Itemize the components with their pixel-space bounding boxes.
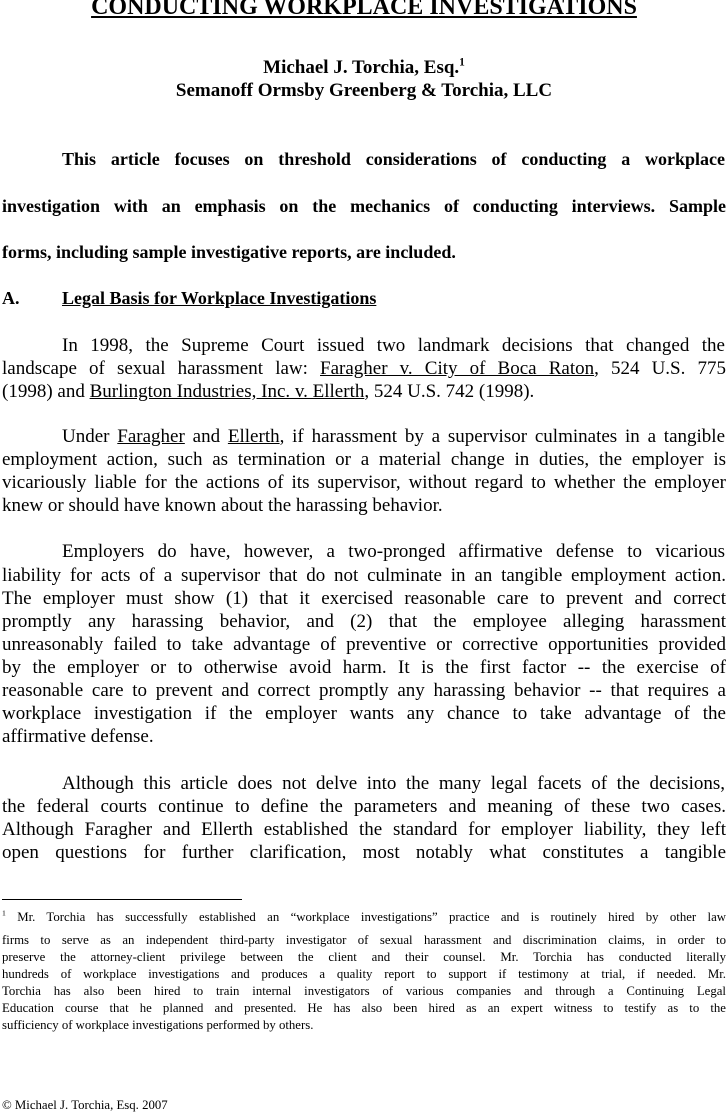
footnote-line: hundreds of workplace investigations and produces a quality report to support if testimony at trial, if needed. Mr.: [2, 967, 726, 981]
paragraph-line: [62, 426, 725, 448]
paragraph-line: [2, 381, 726, 403]
text-run: , 524 U.S. 742 (1998).: [364, 381, 535, 402]
text-run: (1998) and: [2, 381, 90, 402]
paragraph-line: [2, 358, 726, 380]
paragraph-line: The employer must show (1) that it exercised reasonable care to prevent and correct: [2, 588, 726, 609]
paragraph-line: workplace investigation if the employer wants any chance to take advantage of the: [2, 703, 726, 724]
case-citation: Faragher: [117, 426, 185, 447]
paragraph-line: employment action, such as termination or a material change in duties, the employer is: [2, 449, 726, 470]
author-name: [2, 57, 726, 79]
section-heading: [2, 288, 726, 309]
paragraph-line: promptly any harassing behavior, and (2) that the employee alleging harassment: [2, 611, 726, 632]
case-citation: Burlington Industries, Inc. v. Ellerth: [89, 381, 365, 402]
paragraph-line: affirmative defense.: [2, 726, 154, 747]
paragraph-line: In 1998, the Supreme Court issued two landmark decisions that changed the: [62, 335, 725, 356]
footnote-line: sufficiency of workplace investigations performed by others.: [2, 1018, 314, 1032]
footnote-reference[interactable]: 1: [459, 56, 465, 69]
footnote-text: Mr. Torchia has successfully established an “workplace investigations” practice and is routinely hired by other law: [5, 910, 726, 924]
paragraph-line: knew or should have known about the harassing behavior.: [2, 495, 443, 516]
paragraph-line: the federal courts continue to define the parameters and meaning of these two cases.: [2, 796, 726, 817]
text-run: Under: [62, 426, 118, 447]
abstract-line: This article focuses on threshold considerations of conducting a workplace: [62, 149, 725, 169]
paragraph-line: liability for acts of a supervisor that do not culminate in an tangible employment action.: [2, 565, 726, 586]
text-run: , 524 U.S. 775: [594, 358, 726, 379]
author-firm: Semanoff Ormsby Greenberg & Torchia, LLC: [175, 80, 553, 101]
footnote-mark: 1: [2, 908, 6, 918]
footnote-line: preserve the attorney-client privilege between the client and their counsel. Mr. Torchia has conducted literally: [2, 950, 726, 964]
abstract-line: investigation with an emphasis on the mechanics of conducting interviews. Sample: [2, 196, 726, 216]
author-name-text: Michael J. Torchia, Esq.: [263, 57, 460, 78]
paragraph-line: Although this article does not delve into the many legal facets of the decisions,: [62, 773, 725, 794]
footnote-divider: [2, 899, 242, 900]
abstract-line: forms, including sample investigative reports, are included.: [2, 242, 456, 262]
case-citation: Faragher v. City of Boca Raton: [320, 358, 595, 379]
text-run: landscape of sexual harassment law:: [2, 358, 321, 379]
paragraph-line: Employers do have, however, a two-pronged affirmative defense to vicarious: [62, 541, 725, 562]
paragraph-line: by the employer or to otherwise avoid harm. It is the first factor -- the exercise of: [2, 657, 726, 678]
text-run: , if harassment by a supervisor culminates in a tangible: [279, 426, 726, 447]
section-number: A.: [2, 288, 20, 308]
case-citation: Ellerth: [227, 426, 280, 447]
footnote-line: [2, 910, 726, 925]
paragraph-line: vicariously liable for the actions of its supervisor, without regard to whether the employer: [2, 472, 726, 493]
copyright-notice: © Michael J. Torchia, Esq. 2007: [2, 1098, 168, 1112]
section-title: Legal Basis for Workplace Investigations: [62, 288, 377, 308]
page-title: CONDUCTING WORKPLACE INVESTIGATIONS: [91, 0, 637, 20]
paragraph-line: open questions for further clarification, most notably what constitutes a tangible: [2, 842, 726, 863]
text-run: and: [184, 426, 228, 447]
footnote-line: firms to serve as an independent third-party investigator of sexual harassment and discrimination claims, in order to: [2, 933, 726, 947]
paragraph-line: reasonable care to prevent and correct promptly any harassing behavior -- that requires a: [2, 680, 726, 701]
paragraph-line: unreasonably failed to take advantage of preventive or corrective opportunities provided: [2, 634, 726, 655]
footnote-line: Torchia has also been hired to train internal investigators of various companies and through a Continuing Legal: [2, 984, 726, 998]
footnote-line: Education course that he planned and presented. He has also been hired as an expert witness to testify as to the: [2, 1001, 726, 1015]
paragraph-line: Although Faragher and Ellerth established the standard for employer liability, they left: [2, 819, 726, 840]
